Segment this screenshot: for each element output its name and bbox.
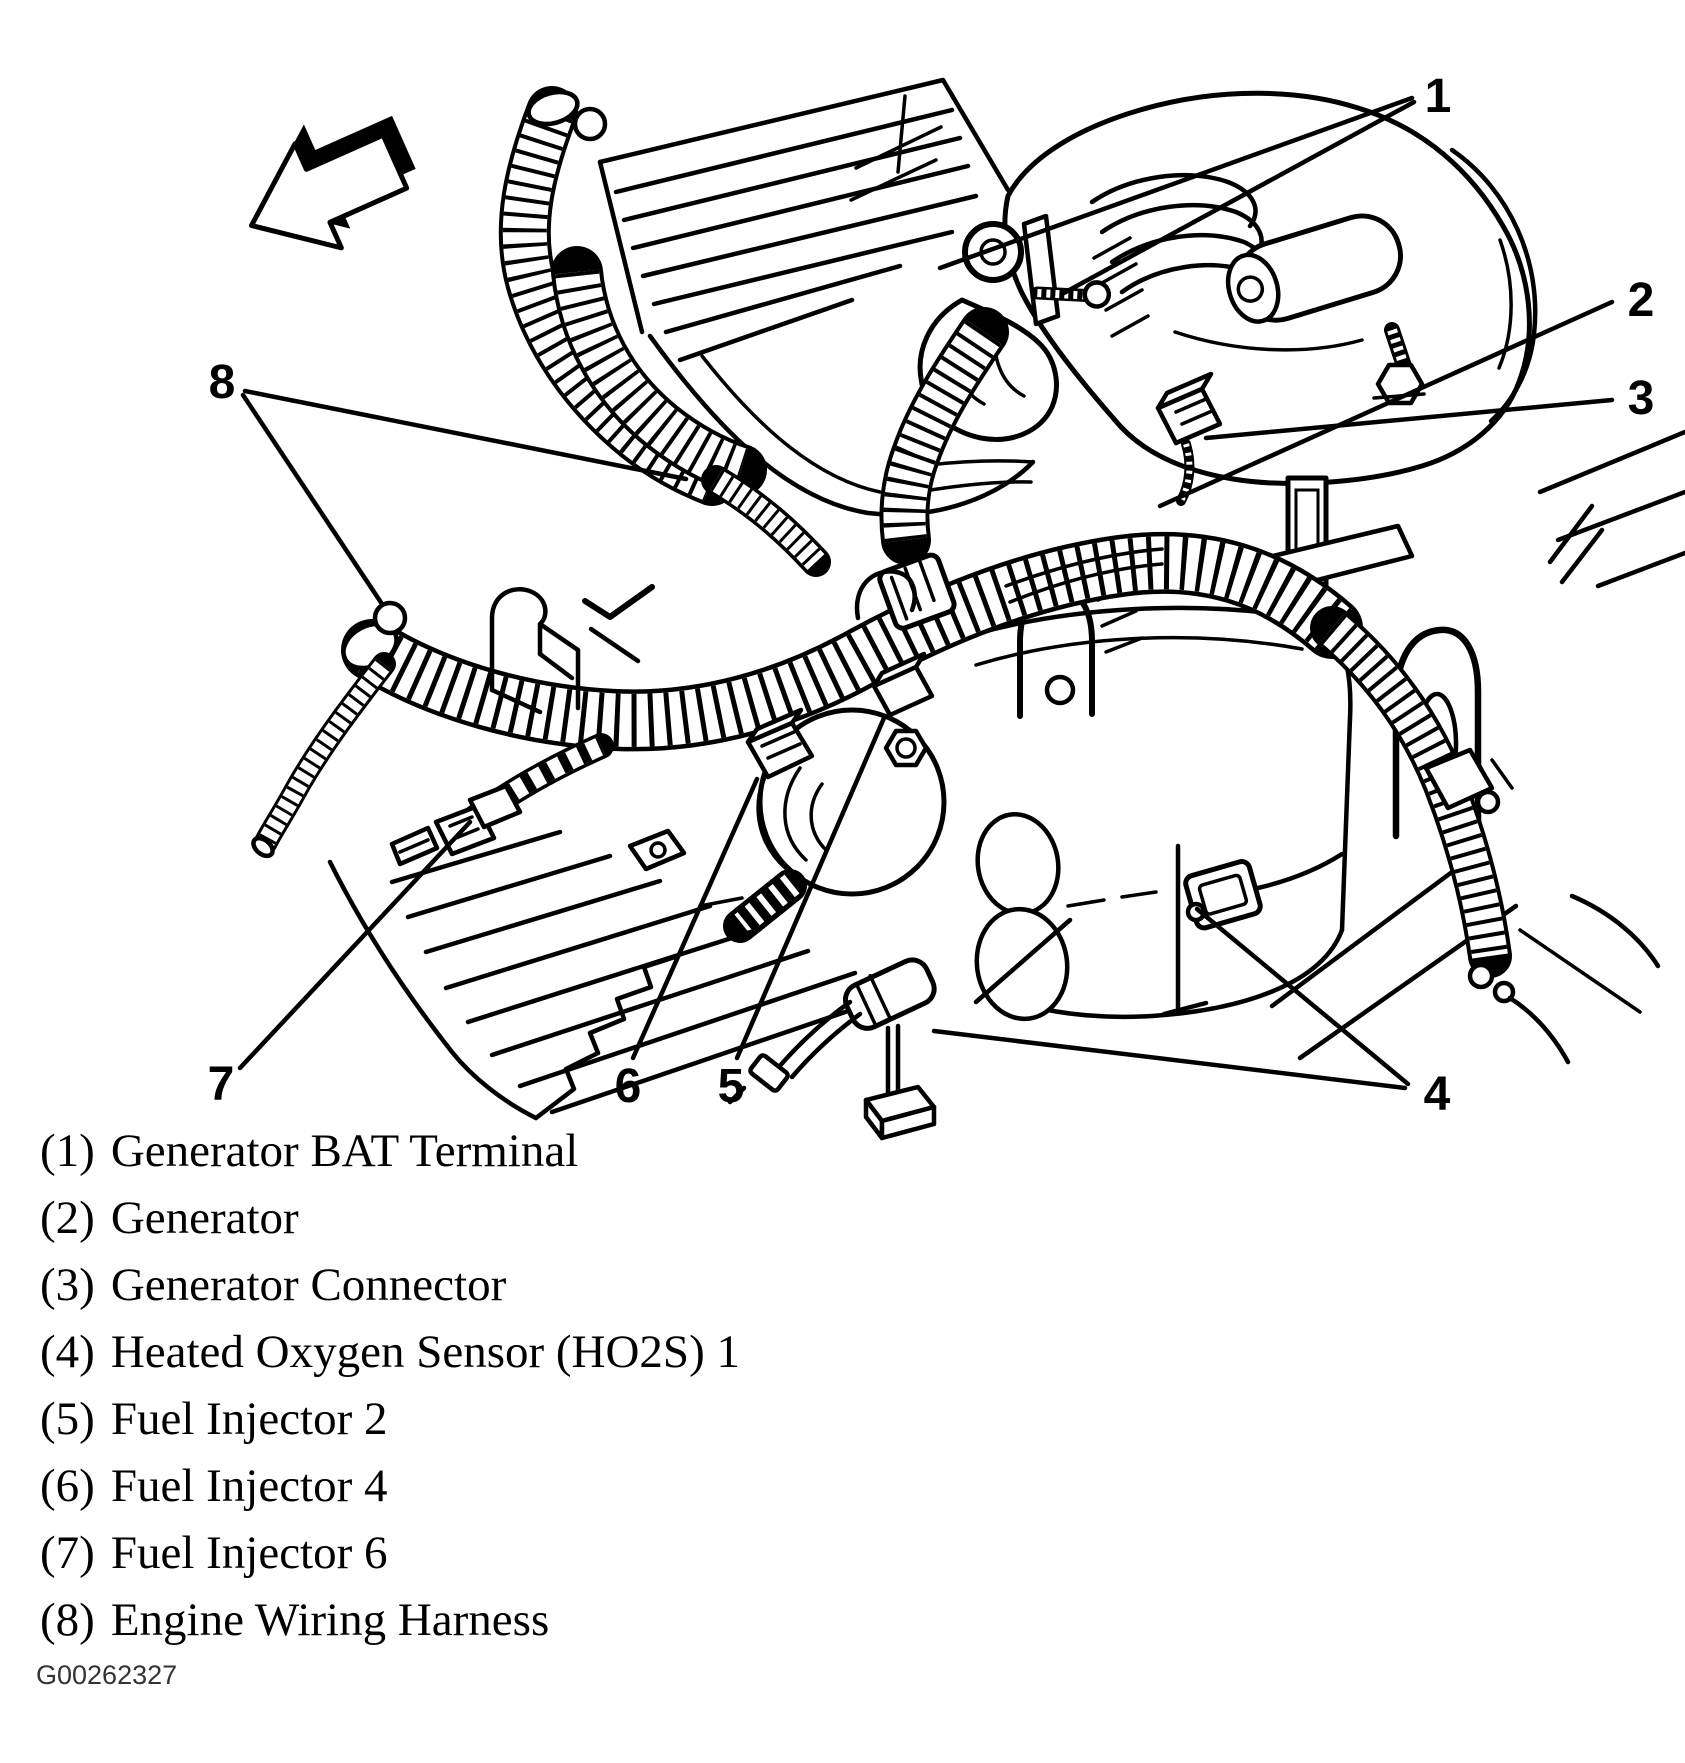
figure-code: G00262327 — [36, 1660, 178, 1690]
callout-3: 3 — [1627, 372, 1655, 425]
legend-item-number: (5) — [40, 1393, 95, 1445]
legend-item — [40, 1185, 740, 1252]
callout-8: 8 — [208, 356, 236, 409]
check-marks — [585, 587, 652, 661]
legend-item — [40, 1252, 740, 1319]
legend-item — [40, 1520, 740, 1587]
bracket-tab — [630, 831, 684, 869]
callout-6: 6 — [614, 1060, 642, 1113]
legend-item-label: Heated Oxygen Sensor (HO2S) 1 — [110, 1326, 740, 1378]
legend-item-number: (6) — [40, 1460, 95, 1512]
legend-item-number: (8) — [40, 1594, 95, 1646]
legend-item-number: (2) — [40, 1192, 95, 1244]
legend-item-label: Generator Connector — [110, 1259, 507, 1311]
legend-item-label: Fuel Injector 4 — [110, 1460, 388, 1512]
legend-item-label: Fuel Injector 2 — [110, 1393, 388, 1445]
callout-1: 1 — [1424, 70, 1452, 123]
legend-item — [40, 1319, 740, 1386]
callout-5: 5 — [717, 1060, 745, 1113]
legend-item — [40, 1453, 740, 1520]
egr-bolt — [886, 731, 926, 765]
legend-item-number: (3) — [40, 1259, 95, 1311]
legend-item-label: Generator — [110, 1192, 299, 1244]
legend-item-label: Generator BAT Terminal — [110, 1125, 579, 1177]
legend-item-label: Fuel Injector 6 — [110, 1527, 388, 1579]
legend-item — [40, 1386, 740, 1453]
legend-item-label: Engine Wiring Harness — [110, 1594, 550, 1646]
legend-item — [40, 1118, 740, 1185]
fuel-injector-6-connector — [392, 786, 520, 864]
callout-4: 4 — [1423, 1068, 1451, 1121]
callout-2: 2 — [1627, 274, 1655, 327]
legend-item-number: (1) — [40, 1125, 95, 1177]
legend-item-number: (4) — [40, 1326, 95, 1378]
legend-item — [40, 1587, 740, 1654]
direction-arrow-icon — [223, 90, 433, 277]
legend-item-number: (7) — [40, 1527, 95, 1579]
callout-7: 7 — [207, 1058, 235, 1111]
legend — [40, 1118, 740, 1654]
sensor-bracket — [866, 1026, 934, 1138]
